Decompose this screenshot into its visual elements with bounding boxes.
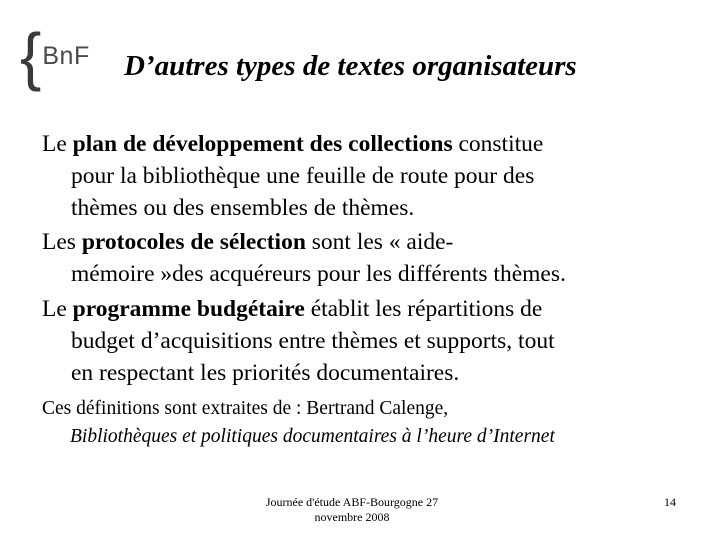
- paragraph-line: en respectant les priorités documentaires.: [71, 360, 460, 386]
- paragraph-line: [42, 226, 682, 258]
- paragraph-programme: [42, 293, 682, 389]
- paragraph-line: thèmes ou des ensembles de thèmes.: [71, 195, 415, 221]
- footer-line: Journée d'étude ABF-Bourgogne 27: [265, 495, 439, 509]
- slide-title: D’autres types de textes organisateurs: [124, 50, 577, 82]
- text-run: Les: [42, 229, 82, 255]
- logo-brace: {: [20, 20, 42, 92]
- paragraph-line: [42, 293, 682, 325]
- note-line: Ces définitions sont extraites de : Bertrand Calenge,: [42, 398, 449, 419]
- bold-term: plan de développement des collections: [72, 131, 453, 157]
- paragraph-line: [42, 128, 682, 160]
- page-number: 14: [664, 495, 676, 509]
- text-run: constitue: [452, 131, 544, 157]
- paragraph-line: mémoire »des acquéreurs pour les différents thèmes.: [71, 261, 566, 287]
- logo-text: BnF: [42, 42, 90, 70]
- bold-term: protocoles de sélection: [81, 229, 306, 255]
- paragraph-line: pour la bibliothèque une feuille de route pour des: [71, 163, 535, 189]
- text-run: sont les « aide-: [305, 229, 454, 255]
- paragraph-line: budget d’acquisitions entre thèmes et supports, tout: [71, 328, 555, 354]
- footer-text: [252, 495, 452, 525]
- bold-term: programme budgétaire: [72, 296, 305, 322]
- footer-line: novembre 2008: [314, 510, 390, 524]
- text-run: Le: [42, 131, 73, 157]
- text-run: établit les répartitions de: [304, 296, 543, 322]
- bnf-logo: [20, 20, 90, 92]
- paragraph-protocoles: [42, 226, 682, 290]
- paragraph-plan: [42, 128, 682, 224]
- text-run: Le: [42, 296, 73, 322]
- note-book-title: Bibliothèques et politiques documentaires à l’heure d’Internet: [70, 426, 555, 447]
- source-note: [42, 395, 692, 451]
